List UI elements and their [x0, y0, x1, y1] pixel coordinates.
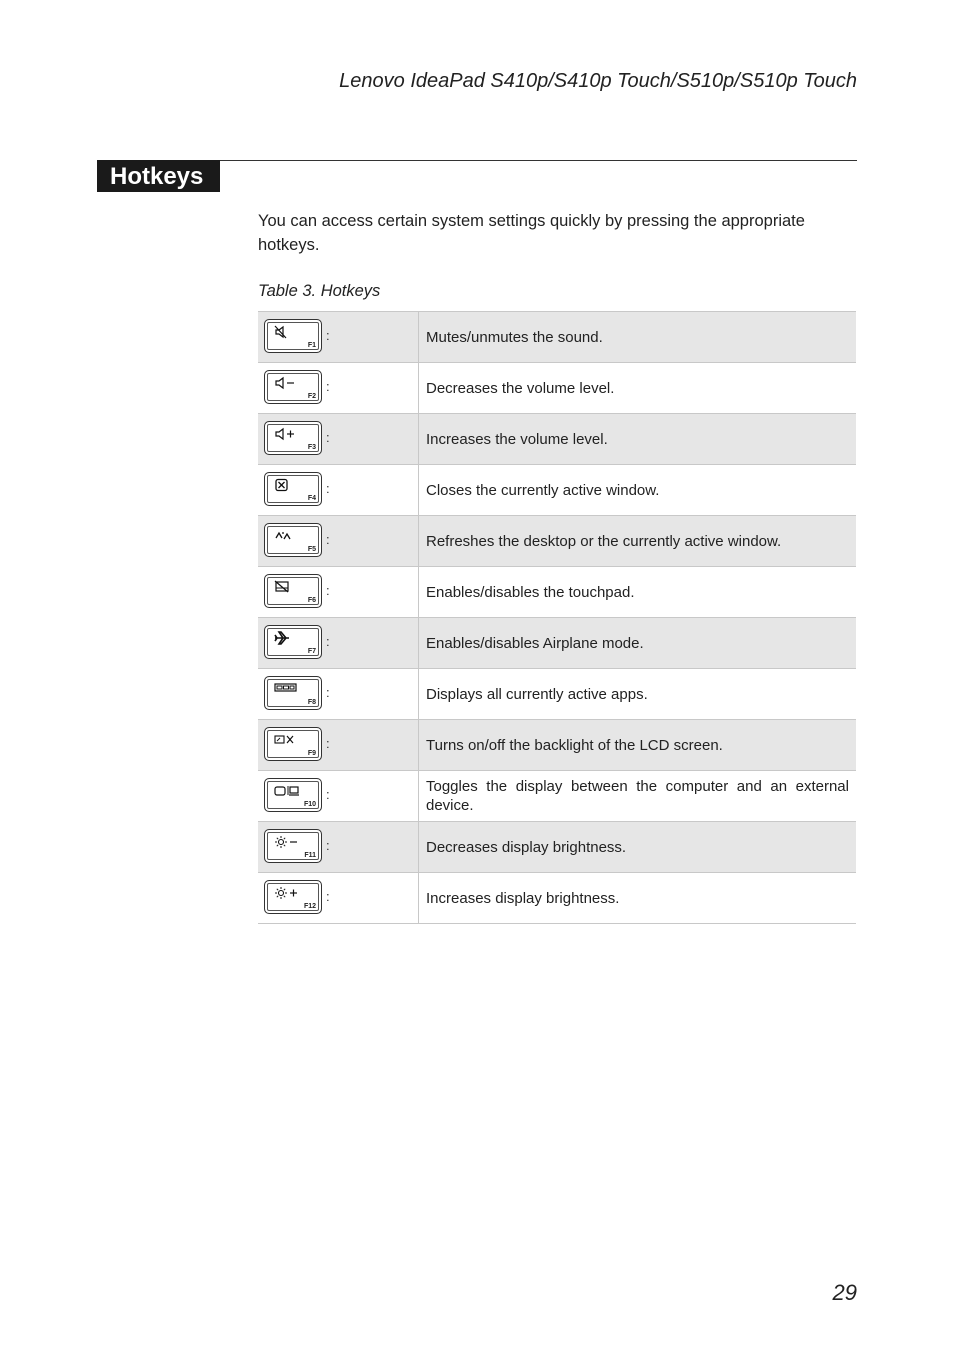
key-cell	[258, 873, 419, 924]
refresh-icon	[274, 529, 292, 543]
airplane-icon	[274, 631, 290, 645]
key-cell	[258, 771, 419, 822]
key-cell	[258, 363, 419, 414]
intro-paragraph: You can access certain system settings quickly by pressing the appropriate hotkeys.	[258, 212, 805, 254]
key-cell	[258, 567, 419, 618]
brightness-up-icon	[274, 886, 300, 900]
f7-key	[264, 625, 322, 659]
key-label: F5	[307, 546, 316, 553]
key-separator: :	[326, 532, 330, 547]
key-label: F12	[303, 903, 316, 910]
touchpad-toggle-icon	[274, 580, 290, 594]
page-number: 29	[832, 1280, 857, 1305]
key-label: F11	[304, 852, 316, 859]
volume-up-icon	[274, 427, 300, 441]
key-separator: :	[326, 481, 330, 496]
f5-key	[264, 523, 322, 557]
key-label: F3	[307, 444, 316, 451]
f9-key	[264, 727, 322, 761]
key-cell	[258, 822, 419, 873]
key-separator: :	[326, 736, 330, 751]
f3-key	[264, 421, 322, 455]
row-description: Closes the currently active window.	[419, 465, 857, 516]
key-label: F1	[307, 342, 316, 349]
key-label: F4	[307, 495, 316, 502]
display-switch-icon	[274, 784, 300, 798]
table-row	[258, 669, 856, 720]
key-label: F2	[307, 393, 316, 400]
table-row	[258, 771, 856, 822]
f6-key	[264, 574, 322, 608]
key-separator: :	[326, 583, 330, 598]
row-description: Enables/disables Airplane mode.	[419, 618, 857, 669]
row-description: Toggles the display between the computer and an external device.	[419, 771, 857, 822]
active-apps-icon	[274, 682, 298, 694]
row-description: Displays all currently active apps.	[419, 669, 857, 720]
key-label: F6	[307, 597, 316, 604]
key-separator: :	[326, 889, 330, 904]
brightness-down-icon	[274, 835, 300, 849]
key-label: F10	[303, 801, 316, 808]
f11-key	[264, 829, 322, 863]
row-description: Increases display brightness.	[419, 873, 857, 924]
section-title: Hotkeys	[97, 160, 220, 192]
table-row	[258, 516, 856, 567]
table-row	[258, 720, 856, 771]
hotkeys-table	[258, 311, 856, 924]
row-description: Mutes/unmutes the sound.	[419, 312, 857, 363]
mute-icon	[274, 325, 290, 339]
table-caption: Table 3. Hotkeys	[258, 282, 381, 300]
table-row	[258, 363, 856, 414]
key-label: F7	[307, 648, 316, 655]
f10-key	[264, 778, 322, 812]
key-cell	[258, 618, 419, 669]
backlight-off-icon	[274, 733, 298, 747]
row-description: Enables/disables the touchpad.	[419, 567, 857, 618]
key-label: F8	[307, 699, 316, 706]
table-row	[258, 465, 856, 516]
key-separator: :	[326, 634, 330, 649]
key-cell	[258, 465, 419, 516]
volume-down-icon	[274, 376, 300, 390]
f12-key	[264, 880, 322, 914]
key-label: F9	[307, 750, 316, 757]
row-description: Decreases the volume level.	[419, 363, 857, 414]
row-description: Refreshes the desktop or the currently active window.	[419, 516, 857, 567]
table-row	[258, 618, 856, 669]
key-separator: :	[326, 430, 330, 445]
table-row	[258, 873, 856, 924]
table-row	[258, 567, 856, 618]
close-window-icon	[274, 478, 290, 492]
key-separator: :	[326, 379, 330, 394]
row-description: Decreases display brightness.	[419, 822, 857, 873]
running-header: Lenovo IdeaPad S410p/S410p Touch/S510p/S510p Touch	[339, 70, 857, 92]
key-separator: :	[326, 328, 330, 343]
key-separator: :	[326, 787, 330, 802]
f4-key	[264, 472, 322, 506]
key-cell	[258, 669, 419, 720]
table-row	[258, 312, 856, 363]
f1-key	[264, 319, 322, 353]
row-description: Turns on/off the backlight of the LCD screen.	[419, 720, 857, 771]
table-row	[258, 414, 856, 465]
key-cell	[258, 414, 419, 465]
key-separator: :	[326, 838, 330, 853]
key-cell	[258, 516, 419, 567]
row-description: Increases the volume level.	[419, 414, 857, 465]
key-separator: :	[326, 685, 330, 700]
f8-key	[264, 676, 322, 710]
f2-key	[264, 370, 322, 404]
key-cell	[258, 312, 419, 363]
table-row	[258, 822, 856, 873]
key-cell	[258, 720, 419, 771]
